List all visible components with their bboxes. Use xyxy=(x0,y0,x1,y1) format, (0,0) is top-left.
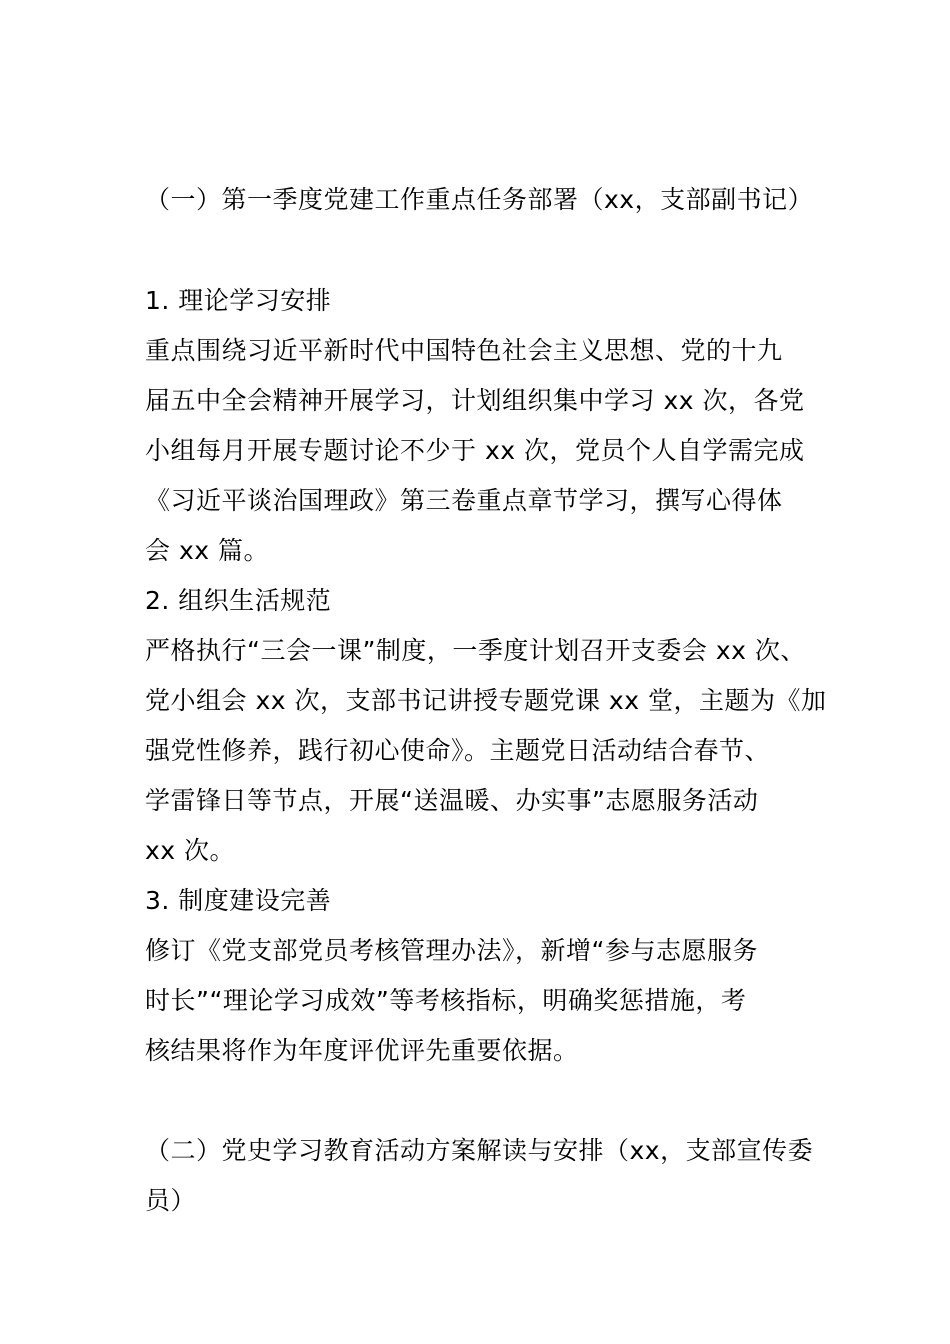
paragraph-line: 届五中全会精神开展学习，计划组织集中学习 xx 次，各党 xyxy=(145,386,805,415)
section-heading-1: （一）第一季度党建工作重点任务部署（xx，支部副书记） xyxy=(145,185,814,214)
paragraph-line: 时长”“理论学习成效”等考核指标，明确奖惩措施，考 xyxy=(145,986,747,1015)
paragraph-line: xx 次。 xyxy=(145,836,236,865)
item-title-org-life: 2. 组织生活规范 xyxy=(145,586,332,615)
paragraph-line: 严格执行“三会一课”制度，一季度计划召开支委会 xx 次、 xyxy=(145,636,806,665)
paragraph-line: 会 xx 篇。 xyxy=(145,536,269,565)
section-heading-2: （二）党史学习教育活动方案解读与安排（xx，支部宣传委 xyxy=(145,1136,814,1165)
paragraph-line: 《习近平谈治国理政》第三卷重点章节学习，撰写心得体 xyxy=(145,486,783,515)
paragraph-line: 强党性修养，践行初心使命》。主题党日活动结合春节、 xyxy=(145,736,771,765)
section-heading-2-continued: 员） xyxy=(145,1186,197,1215)
paragraph-line: 小组每月开展专题讨论不少于 xx 次，党员个人自学需完成 xyxy=(145,436,805,465)
paragraph-line: 修订《党支部党员考核管理办法》，新增“参与志愿服务 xyxy=(145,936,758,965)
paragraph-line: 重点围绕习近平新时代中国特色社会主义思想、党的十九 xyxy=(145,336,783,365)
item-title-theory-study: 1. 理论学习安排 xyxy=(145,286,332,315)
paragraph-line: 核结果将作为年度评优评先重要依据。 xyxy=(145,1036,579,1065)
paragraph-line: 党小组会 xx 次，支部书记讲授专题党课 xx 堂，主题为《加 xyxy=(145,686,827,715)
item-title-system-building: 3. 制度建设完善 xyxy=(145,886,332,915)
paragraph-line: 学雷锋日等节点，开展“送温暖、办实事”志愿服务活动 xyxy=(145,786,759,815)
